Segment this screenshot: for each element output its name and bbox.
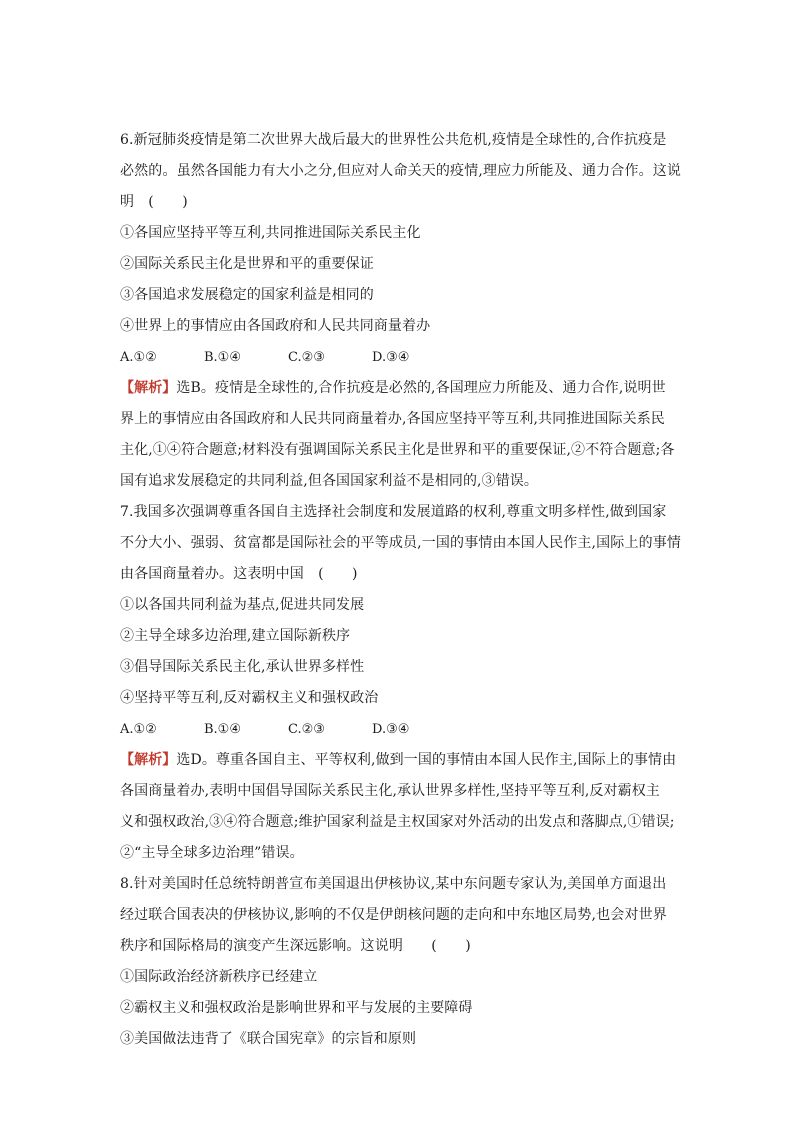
option-list <box>120 962 680 1055</box>
option-item: ①以各国共同利益为基点,促进共同发展 <box>120 597 365 613</box>
option-item: ④坚持平等互利,反对霸权主义和强权政治 <box>120 690 379 706</box>
question-stem <box>120 497 680 590</box>
analysis-line: 各国商量着办,表明中国倡导国际关系民主化,承认世界多样性,坚持平等互利,反对霸权主 <box>120 783 660 799</box>
analysis-tag: 【解析】 <box>120 752 177 768</box>
choice-d: D.③④ <box>372 350 410 365</box>
analysis-text: 选D。尊重各国自主、平等权利,做到一国的事情由本国人民作主,国际上的事情由 <box>176 752 677 768</box>
analysis-text: 选B。疫情是全球性的,合作抗疫是必然的,各国理应力所能及、通力合作,说明世 <box>176 380 666 396</box>
stem-line: 由各国商量着办。这表明中国 ( ) <box>120 566 358 582</box>
choice-b: B.①④ <box>204 350 241 365</box>
stem-line: 6.新冠肺炎疫情是第二次世界大战后最大的世界性公共危机,疫情是全球性的,合作抗疫是 <box>120 132 667 148</box>
analysis-line <box>120 373 680 404</box>
question-stem <box>120 125 680 218</box>
analysis-line: 国有追求发展稳定的共同利益,但各国国家利益不是相同的,③错误。 <box>120 473 538 489</box>
option-item: ①各国应坚持平等互利,共同推进国际关系民主化 <box>120 225 421 241</box>
option-item: ③美国做法违背了《联合国宪章》的宗旨和原则 <box>120 1031 417 1047</box>
option-item: ④世界上的事情应由各国政府和人民共同商量着办 <box>120 318 431 334</box>
choice-c: C.②③ <box>288 350 325 365</box>
analysis <box>120 373 680 497</box>
choice-a: A.①② <box>120 350 157 365</box>
analysis-line: 义和强权政治,③④符合题意;维护国家利益是主权国家对外活动的出发点和落脚点,①错误; <box>120 814 675 830</box>
question-7 <box>120 497 680 869</box>
stem-line: 不分大小、强弱、贫富都是国际社会的平等成员,一国的事情由本国人民作主,国际上的事情 <box>120 535 682 551</box>
stem-line: 8.针对美国时任总统特朗普宣布美国退出伊核协议,某中东问题专家认为,美国单方面退出 <box>120 876 667 892</box>
stem-line: 明 ( ) <box>120 194 188 210</box>
stem-line: 7.我国多次强调尊重各国自主选择社会制度和发展道路的权利,尊重文明多样性,做到国家 <box>120 504 667 520</box>
stem-line: 必然的。虽然各国能力有大小之分,但应对人命关天的疫情,理应力所能及、通力合作。这说 <box>120 163 682 179</box>
analysis <box>120 745 680 869</box>
analysis-tag: 【解析】 <box>120 380 177 396</box>
option-item: ②霸权主义和强权政治是影响世界和平与发展的主要障碍 <box>120 1000 473 1016</box>
option-list <box>120 218 680 342</box>
option-item: ②国际关系民主化是世界和平的重要保证 <box>120 256 374 272</box>
option-list <box>120 590 680 714</box>
stem-line: 经过联合国表决的伊核协议,影响的不仅是伊朗核问题的走向和中东地区局势,也会对世界 <box>120 907 667 923</box>
choice-d: D.③④ <box>372 722 410 737</box>
stem-line: 秩序和国际格局的演变产生深远影响。这说明 ( ) <box>120 938 471 954</box>
analysis-line: ②“主导全球多边治理”错误。 <box>120 845 304 861</box>
question-stem <box>120 869 680 962</box>
answer-choices <box>120 714 680 745</box>
answer-choices <box>120 342 680 373</box>
option-item: ③倡导国际关系民主化,承认世界多样性 <box>120 659 365 675</box>
option-item: ②主导全球多边治理,建立国际新秩序 <box>120 628 351 644</box>
choice-b: B.①④ <box>204 722 241 737</box>
choice-a: A.①② <box>120 722 157 737</box>
option-item: ③各国追求发展稳定的国家利益是相同的 <box>120 287 374 303</box>
document-page <box>120 125 680 1055</box>
analysis-line <box>120 745 680 776</box>
question-6 <box>120 125 680 497</box>
analysis-line: 主化,①④符合题意;材料没有强调国际关系民主化是世界和平的重要保证,②不符合题意;各 <box>120 442 675 458</box>
choice-c: C.②③ <box>288 722 325 737</box>
option-item: ①国际政治经济新秩序已经建立 <box>120 969 318 985</box>
question-8 <box>120 869 680 1055</box>
analysis-line: 界上的事情应由各国政府和人民共同商量着办,各国应坚持平等互利,共同推进国际关系民 <box>120 411 665 427</box>
